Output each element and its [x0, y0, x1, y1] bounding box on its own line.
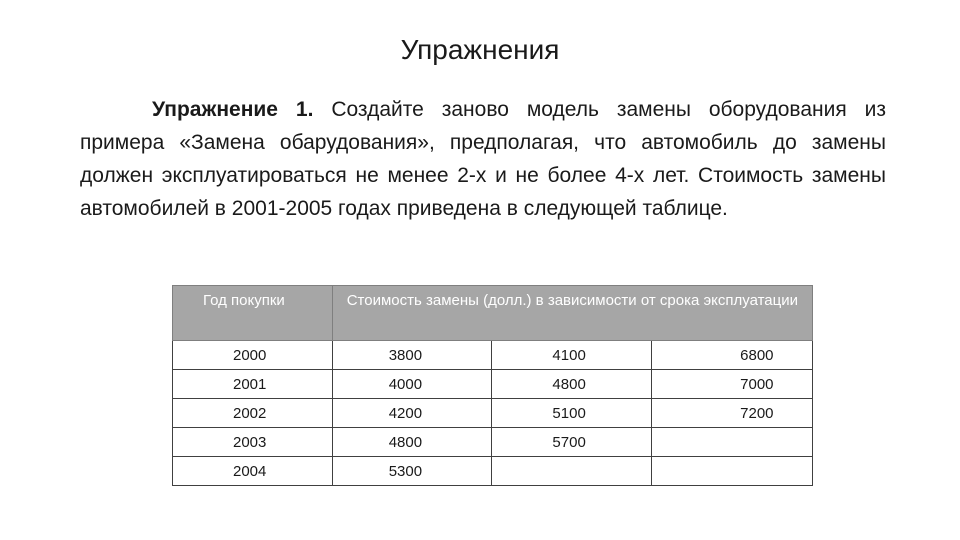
- cost-cell: 4000: [332, 370, 492, 399]
- table-row: [173, 399, 813, 428]
- slide-title: Упражнения: [400, 34, 560, 65]
- table-row: [173, 370, 813, 399]
- cost-cell: 7000: [652, 370, 813, 399]
- exercise-text: [80, 93, 886, 225]
- cost-cell: 5100: [492, 399, 652, 428]
- year-cell: 2001: [173, 370, 333, 399]
- table-row: [173, 341, 813, 370]
- cost-cell: 7200: [652, 399, 813, 428]
- year-cell: 2004: [173, 457, 333, 486]
- year-cell: 2000: [173, 341, 333, 370]
- replacement-cost-table: [172, 285, 813, 486]
- cost-cell: 4800: [332, 428, 492, 457]
- cost-cell: 5300: [332, 457, 492, 486]
- cost-cell: 4800: [492, 370, 652, 399]
- table-header-row: [173, 286, 813, 341]
- cost-cell: 5700: [492, 428, 652, 457]
- table-row: [173, 428, 813, 457]
- cost-cell: 6800: [652, 341, 813, 370]
- year-cell: 2002: [173, 399, 333, 428]
- cost-cell: 4100: [492, 341, 652, 370]
- table-row: [173, 457, 813, 486]
- cost-cell: [652, 457, 813, 486]
- cost-cell: 4200: [332, 399, 492, 428]
- header-cost: Стоимость замены (долл.) в зависимости от срока эксплуатации: [332, 286, 812, 341]
- cost-cell: [492, 457, 652, 486]
- year-cell: 2003: [173, 428, 333, 457]
- header-year: Год покупки: [173, 286, 333, 341]
- exercise-body: Создайте заново модель замены оборудования из примера «Замена обарудования», предполагая, что автомобиль до замены должен эксплуатироваться не менее 2-х и не более 4-х лет. Стоимость замены автомобилей в 2001-2005 годах приведена в следующей таблице.: [80, 98, 886, 220]
- cost-cell: 3800: [332, 341, 492, 370]
- cost-cell: [652, 428, 813, 457]
- exercise-lead: Упражнение 1.: [152, 98, 314, 121]
